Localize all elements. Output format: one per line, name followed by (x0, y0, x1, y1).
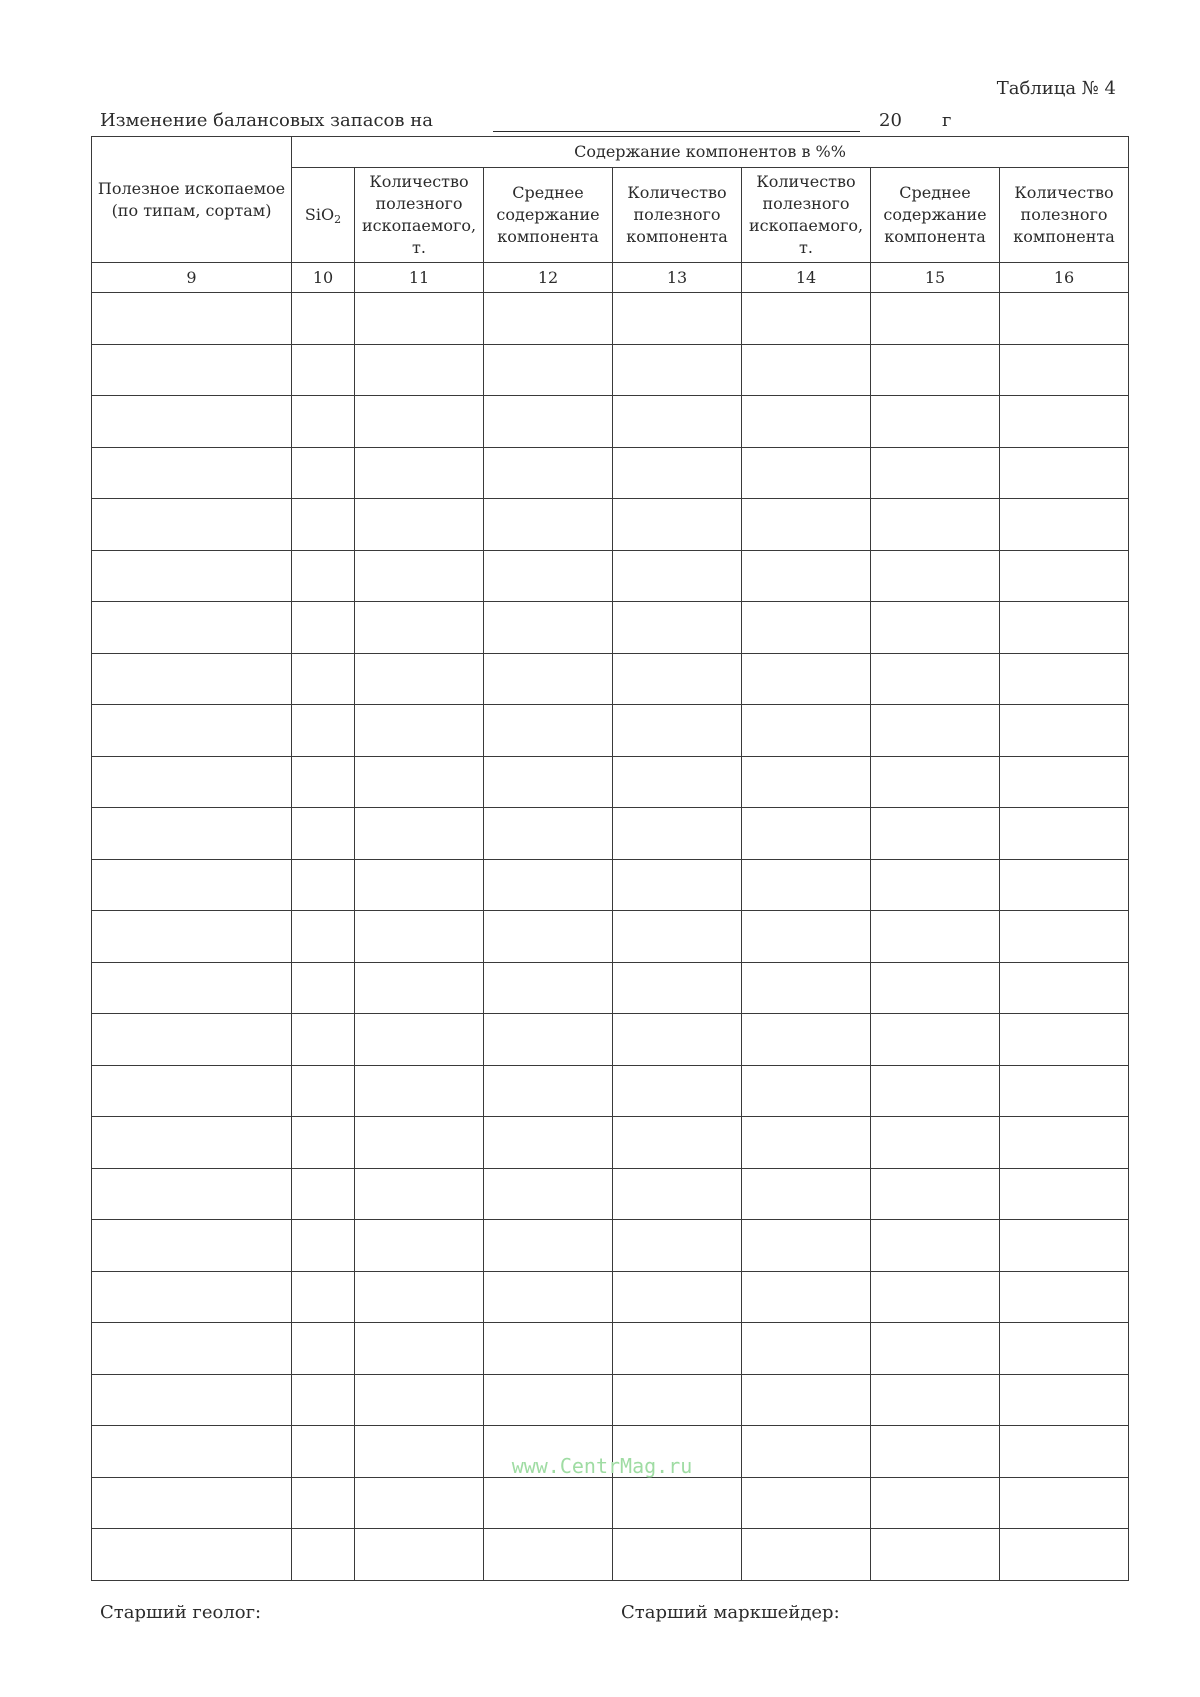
table-cell[interactable] (292, 396, 355, 448)
table-cell[interactable] (92, 1117, 292, 1169)
table-cell[interactable] (871, 653, 1000, 705)
table-cell[interactable] (871, 550, 1000, 602)
table-cell[interactable] (613, 705, 742, 757)
table-cell[interactable] (484, 756, 613, 808)
table-cell[interactable] (355, 1168, 484, 1220)
table-cell[interactable] (1000, 1426, 1129, 1478)
table-cell[interactable] (484, 499, 613, 551)
table-cell[interactable] (742, 1220, 871, 1272)
column-header: Количество полезного компонента (1000, 168, 1129, 263)
table-cell[interactable] (484, 808, 613, 860)
table-cell[interactable] (1000, 1117, 1129, 1169)
table-cell[interactable] (871, 756, 1000, 808)
table-cell[interactable] (292, 859, 355, 911)
table-cell[interactable] (92, 1168, 292, 1220)
table-cell[interactable] (871, 705, 1000, 757)
column-number: 9 (92, 263, 292, 293)
table-cell[interactable] (292, 602, 355, 654)
table-cell[interactable] (355, 1117, 484, 1169)
table-cell[interactable] (742, 293, 871, 345)
table-cell[interactable] (742, 756, 871, 808)
table-cell[interactable] (92, 1014, 292, 1066)
table-cell[interactable] (742, 1117, 871, 1169)
table-cell[interactable] (742, 602, 871, 654)
table-cell[interactable] (355, 962, 484, 1014)
table-cell[interactable] (613, 447, 742, 499)
table-cell[interactable] (355, 911, 484, 963)
table-cell[interactable] (613, 859, 742, 911)
table-cell[interactable] (92, 1477, 292, 1529)
table-cell[interactable] (292, 1014, 355, 1066)
table-cell[interactable] (871, 1426, 1000, 1478)
table-cell[interactable] (1000, 808, 1129, 860)
table-cell[interactable] (355, 1271, 484, 1323)
table-cell[interactable] (1000, 1323, 1129, 1375)
column-header: Количество полезного ископаемого, т. (742, 168, 871, 263)
table-cell[interactable] (742, 1426, 871, 1478)
table-cell[interactable] (355, 1426, 484, 1478)
table-cell[interactable] (484, 602, 613, 654)
table-cell[interactable] (613, 550, 742, 602)
table-cell[interactable] (292, 1168, 355, 1220)
column-number: 10 (292, 263, 355, 293)
table-cell[interactable] (292, 911, 355, 963)
components-group-header: Содержание компонентов в %% (292, 137, 1129, 168)
table-cell[interactable] (871, 1529, 1000, 1581)
table-cell[interactable] (871, 499, 1000, 551)
table-cell[interactable] (742, 344, 871, 396)
table-row (92, 1065, 1129, 1117)
table-cell[interactable] (355, 499, 484, 551)
table-cell[interactable] (355, 859, 484, 911)
table-cell[interactable] (742, 1168, 871, 1220)
table-row (92, 396, 1129, 448)
table-cell[interactable] (1000, 550, 1129, 602)
table-cell[interactable] (92, 705, 292, 757)
table-cell[interactable] (742, 705, 871, 757)
table-cell[interactable] (613, 1117, 742, 1169)
table-cell[interactable] (484, 859, 613, 911)
table-row (92, 602, 1129, 654)
table-cell[interactable] (92, 962, 292, 1014)
table-cell[interactable] (1000, 1014, 1129, 1066)
table-row (92, 1168, 1129, 1220)
table-cell[interactable] (292, 1529, 355, 1581)
table-row (92, 1477, 1129, 1529)
table-cell[interactable] (871, 1065, 1000, 1117)
table-cell[interactable] (92, 344, 292, 396)
table-cell[interactable] (1000, 1477, 1129, 1529)
table-cell[interactable] (355, 1220, 484, 1272)
table-cell[interactable] (484, 1374, 613, 1426)
table-cell[interactable] (484, 962, 613, 1014)
table-cell[interactable] (92, 911, 292, 963)
table-cell[interactable] (742, 499, 871, 551)
signature-surveyor: Старший маркшейдер: (621, 1602, 840, 1623)
table-cell[interactable] (484, 1220, 613, 1272)
table-cell[interactable] (613, 344, 742, 396)
table-row (92, 1117, 1129, 1169)
table-row (92, 653, 1129, 705)
table-cell[interactable] (871, 447, 1000, 499)
table-row (92, 447, 1129, 499)
table-cell[interactable] (871, 1271, 1000, 1323)
table-cell[interactable] (92, 1220, 292, 1272)
table-cell[interactable] (292, 1271, 355, 1323)
table-cell[interactable] (484, 1117, 613, 1169)
table-cell[interactable] (1000, 1529, 1129, 1581)
table-cell[interactable] (1000, 1374, 1129, 1426)
table-cell[interactable] (1000, 396, 1129, 448)
table-cell[interactable] (742, 1374, 871, 1426)
table-cell[interactable] (742, 653, 871, 705)
table-row (92, 550, 1129, 602)
table-cell[interactable] (613, 1323, 742, 1375)
table-cell[interactable] (355, 1529, 484, 1581)
table-cell[interactable] (742, 550, 871, 602)
table-row (92, 962, 1129, 1014)
table-cell[interactable] (484, 705, 613, 757)
table-cell[interactable] (292, 293, 355, 345)
table-row (92, 1271, 1129, 1323)
column-number: 14 (742, 263, 871, 293)
table-cell[interactable] (871, 293, 1000, 345)
table-cell[interactable] (92, 808, 292, 860)
table-cell[interactable] (613, 1065, 742, 1117)
table-cell[interactable] (1000, 705, 1129, 757)
table-cell[interactable] (292, 756, 355, 808)
form-title-row (100, 110, 1116, 136)
table-cell[interactable] (92, 756, 292, 808)
table-cell[interactable] (871, 911, 1000, 963)
sio2-label: SiO (304, 205, 335, 224)
table-cell[interactable] (613, 602, 742, 654)
table-cell[interactable] (92, 447, 292, 499)
table-cell[interactable] (484, 1323, 613, 1375)
table-cell[interactable] (292, 1323, 355, 1375)
table-cell[interactable] (92, 859, 292, 911)
table-cell[interactable] (871, 1117, 1000, 1169)
table-cell[interactable] (92, 653, 292, 705)
sio2-header (292, 168, 355, 263)
table-cell[interactable] (871, 1014, 1000, 1066)
table-cell[interactable] (292, 550, 355, 602)
table-cell[interactable] (1000, 962, 1129, 1014)
table-cell[interactable] (871, 1220, 1000, 1272)
table-cell[interactable] (742, 1529, 871, 1581)
table-row (92, 859, 1129, 911)
table-row (92, 1323, 1129, 1375)
table-cell[interactable] (742, 1271, 871, 1323)
table-cell[interactable] (613, 962, 742, 1014)
table-cell[interactable] (355, 1014, 484, 1066)
table-cell[interactable] (742, 447, 871, 499)
table-row (92, 1529, 1129, 1581)
table-cell[interactable] (1000, 911, 1129, 963)
table-cell[interactable] (292, 447, 355, 499)
table-cell[interactable] (92, 550, 292, 602)
table-cell[interactable] (613, 1529, 742, 1581)
table-cell[interactable] (292, 499, 355, 551)
table-cell[interactable] (1000, 1065, 1129, 1117)
column-number: 12 (484, 263, 613, 293)
table-cell[interactable] (355, 653, 484, 705)
table-row (92, 293, 1129, 345)
table-cell[interactable] (742, 859, 871, 911)
table-cell[interactable] (355, 550, 484, 602)
table-cell[interactable] (292, 808, 355, 860)
table-cell[interactable] (292, 1374, 355, 1426)
table-cell[interactable] (92, 1271, 292, 1323)
column-header: Среднее содержание компонента (484, 168, 613, 263)
table-cell[interactable] (355, 396, 484, 448)
table-cell[interactable] (871, 1168, 1000, 1220)
table-row (92, 756, 1129, 808)
table-row (92, 1014, 1129, 1066)
table-cell[interactable] (613, 1168, 742, 1220)
table-cell[interactable] (1000, 859, 1129, 911)
table-cell[interactable] (355, 756, 484, 808)
table-cell[interactable] (484, 344, 613, 396)
table-row (92, 911, 1129, 963)
table-cell[interactable] (355, 1477, 484, 1529)
table-row (92, 1220, 1129, 1272)
table-cell[interactable] (484, 1014, 613, 1066)
reserves-table (91, 136, 1129, 1581)
table-cell[interactable] (484, 1529, 613, 1581)
table-cell[interactable] (355, 1065, 484, 1117)
table-cell[interactable] (355, 602, 484, 654)
table-row (92, 808, 1129, 860)
table-cell[interactable] (613, 653, 742, 705)
table-cell[interactable] (1000, 1271, 1129, 1323)
table-cell[interactable] (742, 1014, 871, 1066)
table-body (92, 293, 1129, 1581)
table-cell[interactable] (484, 1477, 613, 1529)
form-title: Изменение балансовых запасов на (100, 110, 433, 131)
table-cell[interactable] (292, 962, 355, 1014)
table-cell[interactable] (871, 602, 1000, 654)
table-cell[interactable] (292, 1065, 355, 1117)
table-cell[interactable] (871, 808, 1000, 860)
table-cell[interactable] (871, 962, 1000, 1014)
table-cell[interactable] (613, 499, 742, 551)
table-cell[interactable] (613, 293, 742, 345)
table-cell[interactable] (1000, 499, 1129, 551)
table-cell[interactable] (292, 1117, 355, 1169)
table-cell[interactable] (92, 396, 292, 448)
table-cell[interactable] (484, 653, 613, 705)
table-cell[interactable] (292, 653, 355, 705)
column-header: Количество полезного компонента (613, 168, 742, 263)
table-cell[interactable] (871, 1374, 1000, 1426)
table-cell[interactable] (292, 1477, 355, 1529)
table-cell[interactable] (355, 808, 484, 860)
table-cell[interactable] (92, 1065, 292, 1117)
table-cell[interactable] (742, 396, 871, 448)
table-cell[interactable] (613, 396, 742, 448)
table-cell[interactable] (484, 293, 613, 345)
table-cell[interactable] (742, 1477, 871, 1529)
table-cell[interactable] (1000, 1220, 1129, 1272)
table-cell[interactable] (742, 911, 871, 963)
table-cell[interactable] (292, 705, 355, 757)
date-blank-line[interactable] (493, 131, 860, 132)
table-cell[interactable] (484, 550, 613, 602)
table-cell[interactable] (355, 705, 484, 757)
table-row (92, 499, 1129, 551)
table-cell[interactable] (613, 1271, 742, 1323)
sio2-subscript: 2 (334, 213, 342, 226)
table-cell[interactable] (871, 1477, 1000, 1529)
table-cell[interactable] (871, 344, 1000, 396)
table-cell[interactable] (1000, 344, 1129, 396)
column-number: 16 (1000, 263, 1129, 293)
year-prefix: 20 (879, 110, 902, 131)
table-cell[interactable] (742, 1065, 871, 1117)
table-number: Таблица № 4 (996, 78, 1116, 99)
year-suffix: г (942, 110, 952, 131)
table-cell[interactable] (92, 293, 292, 345)
table-cell[interactable] (355, 1323, 484, 1375)
table-cell[interactable] (613, 1220, 742, 1272)
table-cell[interactable] (355, 293, 484, 345)
table-cell[interactable] (292, 1426, 355, 1478)
table-cell[interactable] (613, 1014, 742, 1066)
column-header: Среднее содержание компонента (871, 168, 1000, 263)
table-cell[interactable] (742, 808, 871, 860)
table-cell[interactable] (742, 962, 871, 1014)
column-header: Количество полезного ископаемого, т. (355, 168, 484, 263)
column-number: 15 (871, 263, 1000, 293)
mineral-header: Полезное ископаемое (по типам, сортам) (92, 137, 292, 263)
table-cell[interactable] (355, 344, 484, 396)
table-cell[interactable] (871, 859, 1000, 911)
table-cell[interactable] (871, 396, 1000, 448)
table-row (92, 705, 1129, 757)
column-number: 13 (613, 263, 742, 293)
table-cell[interactable] (92, 499, 292, 551)
table-cell[interactable] (355, 447, 484, 499)
column-number: 11 (355, 263, 484, 293)
table-cell[interactable] (292, 344, 355, 396)
table-cell[interactable] (484, 1271, 613, 1323)
table-cell[interactable] (871, 1323, 1000, 1375)
table-cell[interactable] (613, 756, 742, 808)
table-cell[interactable] (292, 1220, 355, 1272)
table-cell[interactable] (92, 1426, 292, 1478)
table-cell[interactable] (613, 1374, 742, 1426)
table-cell[interactable] (613, 808, 742, 860)
table-cell[interactable] (742, 1323, 871, 1375)
table-cell[interactable] (613, 911, 742, 963)
table-cell[interactable] (613, 1477, 742, 1529)
table-cell[interactable] (484, 1065, 613, 1117)
table-cell[interactable] (92, 1323, 292, 1375)
table-cell[interactable] (1000, 653, 1129, 705)
table-cell[interactable] (1000, 1168, 1129, 1220)
table-cell[interactable] (92, 1374, 292, 1426)
signature-geologist: Старший геолог: (100, 1602, 262, 1623)
table-cell[interactable] (1000, 602, 1129, 654)
table-cell[interactable] (1000, 756, 1129, 808)
watermark: www.CentrMag.ru (511, 1454, 693, 1478)
table-cell[interactable] (92, 602, 292, 654)
table-row (92, 1374, 1129, 1426)
table-cell[interactable] (1000, 293, 1129, 345)
table-cell[interactable] (355, 1374, 484, 1426)
table-cell[interactable] (1000, 447, 1129, 499)
table-cell[interactable] (484, 396, 613, 448)
table-cell[interactable] (484, 1168, 613, 1220)
table-cell[interactable] (92, 1529, 292, 1581)
table-cell[interactable] (484, 447, 613, 499)
table-cell[interactable] (484, 911, 613, 963)
table-row (92, 344, 1129, 396)
